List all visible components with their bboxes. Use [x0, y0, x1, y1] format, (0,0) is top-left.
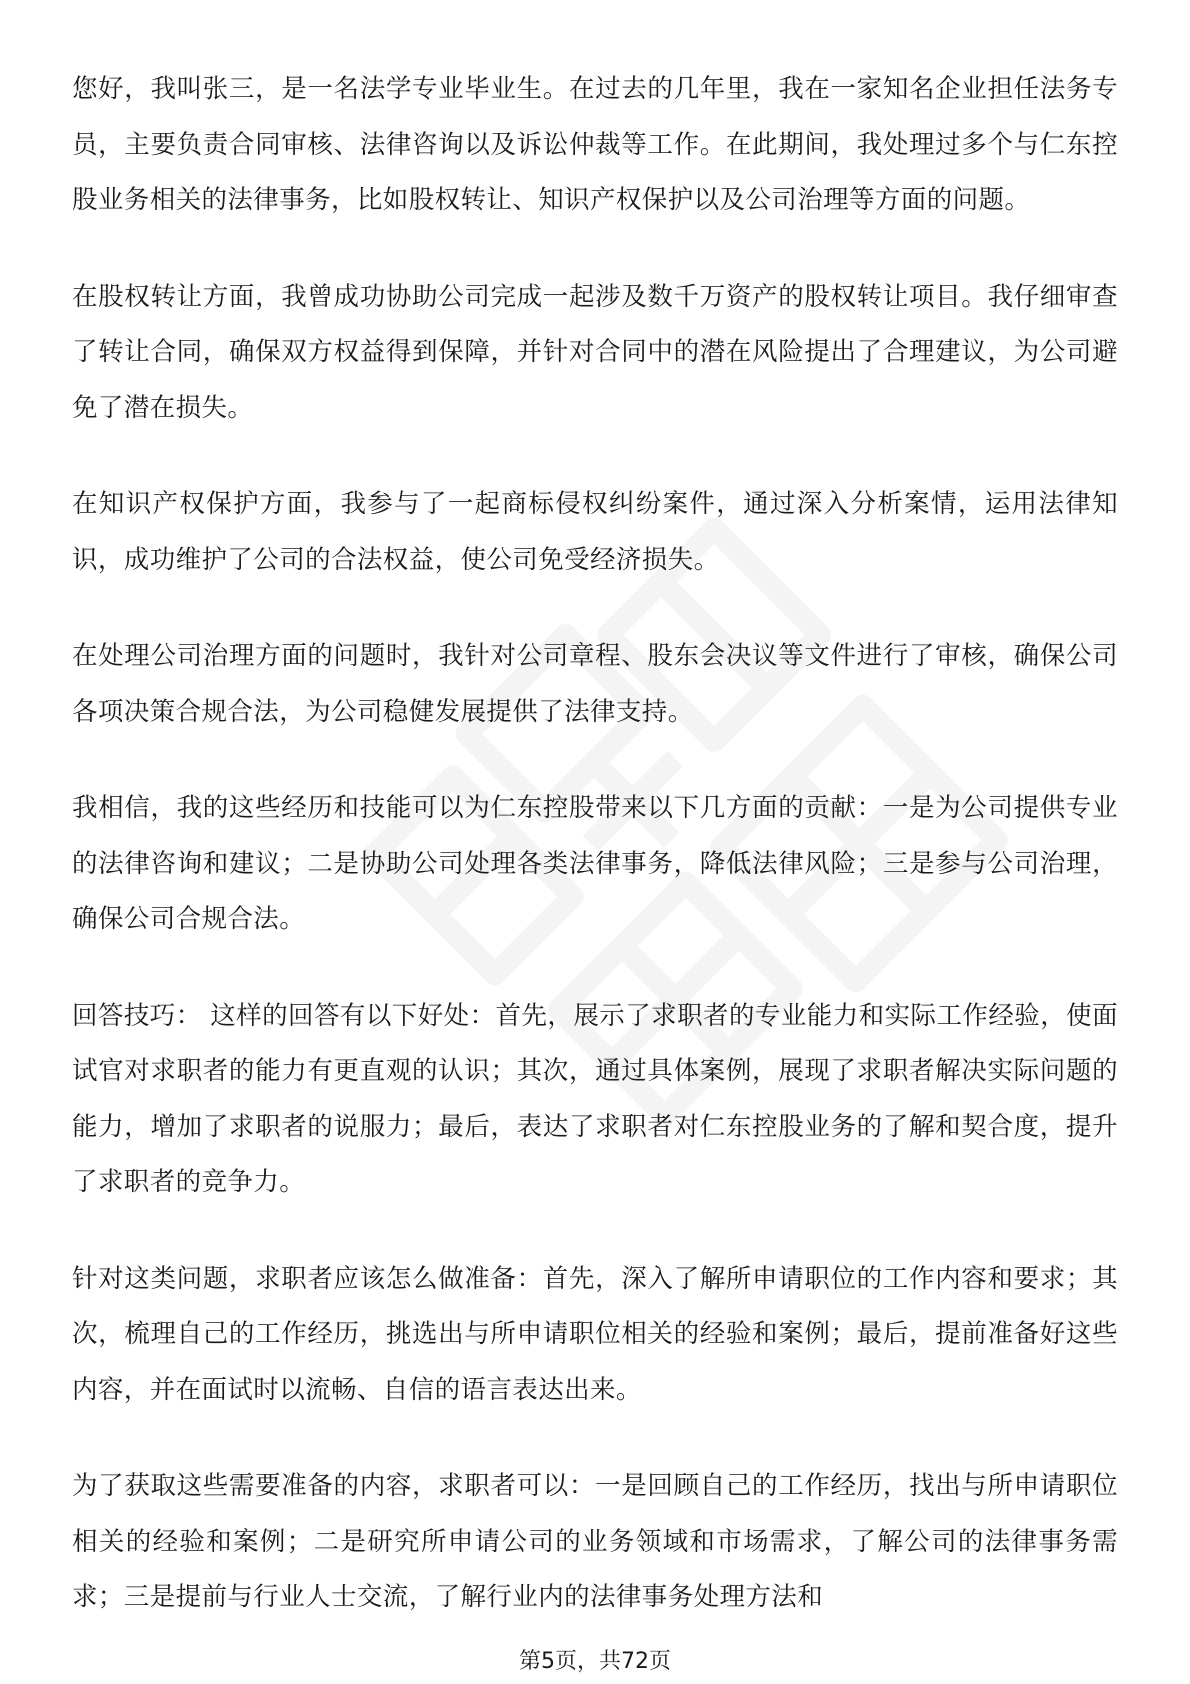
page-number-footer: 第5页，共72页: [519, 1649, 671, 1674]
paragraph-equity-transfer: 在股权转让方面，我曾成功协助公司完成一起涉及数千万资产的股权转让项目。我仔细审查了转让合同，确保双方权益得到保障，并针对合同中的潜在风险提出了合理建议，为公司避免了潜在损失。: [72, 281, 1118, 423]
paragraph-gathering-content: 为了获取这些需要准备的内容，求职者可以：一是回顾自己的工作经历，找出与所申请职位相关的经验和案例；二是研究所申请公司的业务领域和市场需求，了解公司的法律事务需求；三是提前与行业人士交流，了解行业内的法律事务处理方法和: [72, 1471, 1118, 1612]
paragraph-introduction: 您好，我叫张三，是一名法学专业毕业生。在过去的几年里，我在一家知名企业担任法务专员，主要负责合同审核、法律咨询以及诉讼仲裁等工作。在此期间，我处理过多个与仁东控股业务相关的法律事务，比如股权转让、知识产权保护以及公司治理等方面的问题。: [72, 74, 1118, 215]
document-body: [72, 62, 1118, 1626]
paragraph-preparation: 针对这类问题，求职者应该怎么做准备：首先，深入了解所申请职位的工作内容和要求；其次，梳理自己的工作经历，挑选出与所申请职位相关的经验和案例；最后，提前准备好这些内容，并在面试时以流畅、自信的语言表达出来。: [72, 1263, 1118, 1405]
paragraph-contributions: 我相信，我的这些经历和技能可以为仁东控股带来以下几方面的贡献：一是为公司提供专业的法律咨询和建议；二是协助公司处理各类法律事务，降低法律风险；三是参与公司治理，确保公司合规合法。: [72, 793, 1118, 934]
paragraph-corporate-governance: 在处理公司治理方面的问题时，我针对公司章程、股东会决议等文件进行了审核，确保公司各项决策合规合法，为公司稳健发展提供了法律支持。: [72, 641, 1118, 727]
paragraph-answer-tips: 回答技巧： 这样的回答有以下好处：首先，展示了求职者的专业能力和实际工作经验，使面试官对求职者的能力有更直观的认识；其次，通过具体案例，展现了求职者解决实际问题的能力，增加了求职者的说服力；最后，表达了求职者对仁东控股业务的了解和契合度，提升了求职者的竞争力。: [72, 1000, 1118, 1197]
paragraph-ip-protection: 在知识产权保护方面，我参与了一起商标侵权纠纷案件，通过深入分析案情，运用法律知识，成功维护了公司的合法权益，使公司免受经济损失。: [72, 489, 1118, 575]
